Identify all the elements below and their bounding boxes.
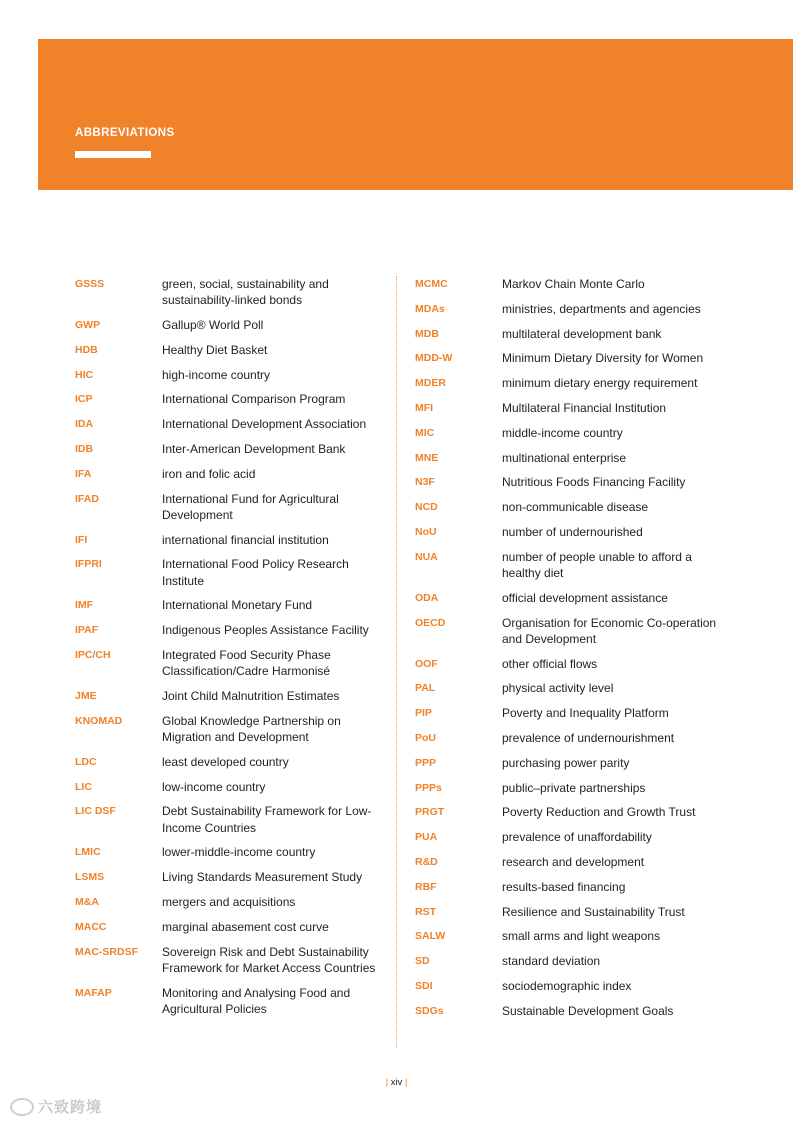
abbreviation-definition: Organisation for Economic Co-operation and Development [502,615,717,646]
abbreviation-code: MDAs [415,302,445,315]
abbreviation-code: IMF [75,599,94,612]
abbreviation-entry [415,829,735,845]
abbreviation-entry [75,919,385,935]
abbreviation-definition: Joint Child Malnutrition Estimates [162,688,340,703]
abbreviation-code: PPP [415,756,437,769]
abbreviation-entry [75,894,385,910]
abbreviation-entry [415,730,735,746]
abbreviation-code: MCMC [415,278,448,290]
abbreviation-code: IPAF [75,624,99,637]
folio-separator-right: | [404,1077,408,1088]
abbreviation-entry [415,953,735,969]
abbreviation-code: SD [415,955,430,968]
abbreviations-column-right [415,276,735,1028]
abbreviation-code: N3F [415,476,435,489]
abbreviation-code: LDC [75,755,97,768]
abbreviation-definition: international financial institution [162,532,329,547]
abbreviation-code: MDER [415,377,446,390]
abbreviation-definition: iron and folic acid [162,466,256,481]
abbreviation-entry [75,803,385,835]
abbreviation-entry [75,342,385,358]
page-number: xiv [390,1077,403,1088]
watermark-text: 六致跨境 [38,1099,103,1116]
abbreviation-entry [415,615,735,647]
abbreviation-entry [75,367,385,383]
abbreviation-definition: prevalence of unaffordability [502,830,652,845]
abbreviation-definition: International Comparison Program [162,392,346,407]
abbreviation-definition: Multilateral Financial Institution [502,400,667,415]
abbreviation-entry [415,499,735,515]
abbreviation-entry [75,391,385,407]
abbreviation-entry [415,780,735,796]
abbreviation-code: MAFAP [75,986,112,999]
abbreviation-definition: green, social, sustainability and sustainability-linked bonds [162,277,329,308]
abbreviation-code: PIP [415,707,432,720]
abbreviation-definition: Inter-American Development Bank [162,441,346,456]
column-divider [396,276,397,1048]
abbreviation-code: IFPRI [75,558,102,571]
abbreviation-entry [75,491,385,523]
abbreviation-definition: non-communicable disease [502,500,649,515]
abbreviation-code: ODA [415,591,439,604]
abbreviation-definition: Poverty Reduction and Growth Trust [502,805,696,820]
abbreviation-code: IFA [75,467,92,480]
abbreviation-code: ICP [75,393,93,406]
abbreviation-code: MDD-W [415,352,453,365]
abbreviation-entry [75,276,385,308]
abbreviation-code: GWP [75,319,101,331]
abbreviation-definition: International Fund for Agricultural Development [162,491,339,522]
abbreviation-definition: Integrated Food Security Phase Classification/Cadre Harmonisé [162,647,331,679]
abbreviation-definition: number of undernourished [502,524,643,539]
abbreviation-code: R&D [415,855,438,868]
abbreviation-definition: Poverty and Inequality Platform [502,706,669,721]
abbreviation-entry [415,680,735,696]
abbreviation-code: LIC [75,780,92,793]
page-footer [0,1077,793,1088]
abbreviation-definition: ministries, departments and agencies [502,301,701,316]
abbreviation-definition: low-income country [162,779,266,794]
abbreviation-entry [75,622,385,638]
abbreviation-code: LIC DSF [75,805,116,818]
abbreviation-definition: lower-middle-income country [162,845,316,860]
abbreviation-definition: marginal abasement cost curve [162,919,329,934]
abbreviation-definition: Global Knowledge Partnership on Migration and Development [162,713,341,744]
abbreviation-entry [415,804,735,820]
abbreviation-entry [75,985,385,1017]
abbreviation-code: MNE [415,451,439,464]
abbreviation-code: SDGs [415,1004,444,1017]
abbreviation-definition: sociodemographic index [502,978,632,993]
abbreviation-code: MFI [415,401,434,414]
abbreviations-column-left [75,276,385,1026]
abbreviation-definition: Nutritious Foods Financing Facility [502,475,686,490]
watermark-logo-icon [10,1098,34,1116]
abbreviation-code: KNOMAD [75,714,123,727]
abbreviation-code: IFI [75,533,88,546]
folio-separator-left: | [385,1077,389,1088]
abbreviation-definition: multinational enterprise [502,450,627,465]
abbreviation-entry [75,869,385,885]
abbreviation-entry [75,466,385,482]
abbreviation-code: M&A [75,895,99,908]
abbreviation-entry [415,879,735,895]
abbreviation-definition: official development assistance [502,590,668,605]
abbreviation-code: PRGT [415,806,445,819]
abbreviation-entry [75,779,385,795]
abbreviation-definition: International Food Policy Research Institute [162,557,349,588]
abbreviation-code: IDB [75,442,94,455]
abbreviation-code: LSMS [75,871,105,884]
abbreviation-code: IFAD [75,492,99,505]
abbreviation-code: SDI [415,979,433,992]
abbreviation-entry [415,755,735,771]
abbreviation-definition: Gallup® World Poll [162,318,264,332]
abbreviation-code: NUA [415,550,438,563]
abbreviation-entry [415,854,735,870]
abbreviation-definition: multilateral development bank [502,326,662,341]
abbreviation-definition: number of people unable to afford a healthy diet [502,549,692,580]
header-banner [38,39,793,190]
abbreviation-definition: Monitoring and Analysing Food and Agricultural Policies [162,985,351,1016]
abbreviation-entry [415,705,735,721]
abbreviation-definition: other official flows [502,656,598,671]
abbreviation-entry [415,400,735,416]
abbreviation-definition: International Monetary Fund [162,598,313,613]
abbreviation-definition: standard deviation [502,954,601,969]
abbreviation-code: MACC [75,920,107,933]
abbreviation-definition: high-income country [162,367,271,382]
watermark [10,1096,102,1117]
abbreviation-entry [415,928,735,944]
abbreviation-code: NoU [415,525,437,538]
abbreviation-definition: Living Standards Measurement Study [162,870,363,885]
abbreviation-entry [75,556,385,588]
abbreviation-entry [75,647,385,679]
abbreviation-entry [415,350,735,366]
abbreviation-definition: physical activity level [502,681,614,696]
abbreviation-code: RST [415,905,436,918]
abbreviation-definition: public–private partnerships [502,780,646,795]
abbreviation-code: IDA [75,418,94,431]
title-underline [75,151,151,158]
abbreviation-entry [415,978,735,994]
abbreviation-code: MIC [415,426,435,439]
abbreviation-entry [75,532,385,548]
abbreviation-entry [415,904,735,920]
abbreviation-definition: mergers and acquisitions [162,894,296,909]
abbreviation-code: JME [75,689,97,702]
abbreviation-entry [415,656,735,672]
abbreviation-code: PoU [415,731,436,744]
abbreviation-definition: middle-income country [502,425,623,440]
abbreviation-entry [75,416,385,432]
abbreviation-entry [75,754,385,770]
abbreviation-entry [415,524,735,540]
abbreviation-entry [415,301,735,317]
abbreviation-code: PUA [415,831,438,844]
abbreviation-code: SALW [415,930,446,943]
abbreviation-code: OECD [415,616,446,629]
abbreviation-entry [415,425,735,441]
abbreviation-code: GSSS [75,278,105,290]
abbreviation-entry [415,375,735,391]
abbreviation-entry [415,276,735,292]
abbreviation-definition: minimum dietary energy requirement [502,376,698,391]
abbreviation-code: NCD [415,501,438,514]
abbreviation-definition: research and development [502,854,645,869]
abbreviation-definition: Healthy Diet Basket [162,342,268,357]
abbreviation-definition: Minimum Dietary Diversity for Women [502,351,704,366]
abbreviation-definition: Sovereign Risk and Debt Sustainability Framework for Market Access Countries [162,944,376,975]
abbreviation-code: MDB [415,327,439,340]
abbreviation-entry [75,317,385,333]
abbreviation-definition: prevalence of undernourishment [502,730,675,745]
abbreviation-entry [75,441,385,457]
abbreviation-code: HIC [75,368,94,381]
abbreviation-definition: results-based financing [502,879,626,894]
abbreviation-entry [415,326,735,342]
abbreviation-definition: International Development Association [162,417,367,432]
abbreviation-entry [75,944,385,976]
abbreviation-definition: Indigenous Peoples Assistance Facility [162,623,369,638]
abbreviation-definition: Resilience and Sustainability Trust [502,904,685,919]
abbreviation-code: OOF [415,657,438,670]
abbreviation-entry [75,844,385,860]
abbreviation-code: LMIC [75,846,101,859]
abbreviation-entry [415,549,735,581]
abbreviation-code: RBF [415,880,437,893]
abbreviation-entry [75,597,385,613]
page-title: ABBREVIATIONS [75,127,175,139]
abbreviation-definition: least developed country [162,754,289,769]
abbreviation-entry [75,688,385,704]
abbreviation-code: PAL [415,682,436,695]
abbreviation-entry [415,450,735,466]
abbreviation-entry [415,474,735,490]
abbreviation-definition: Sustainable Development Goals [502,1003,674,1018]
abbreviation-entry [415,590,735,606]
abbreviation-code: IPC/CH [75,648,111,661]
abbreviation-definition: small arms and light weapons [502,929,661,944]
abbreviation-code: HDB [75,343,98,356]
abbreviation-entry [75,713,385,745]
abbreviation-definition: Debt Sustainability Framework for Low-Income Countries [162,804,372,835]
abbreviation-code: MAC-SRDSF [75,945,138,958]
abbreviation-definition: purchasing power parity [502,755,630,770]
abbreviation-code: PPPs [415,781,442,794]
abbreviation-definition: Markov Chain Monte Carlo [502,277,645,291]
abbreviation-entry [415,1003,735,1019]
